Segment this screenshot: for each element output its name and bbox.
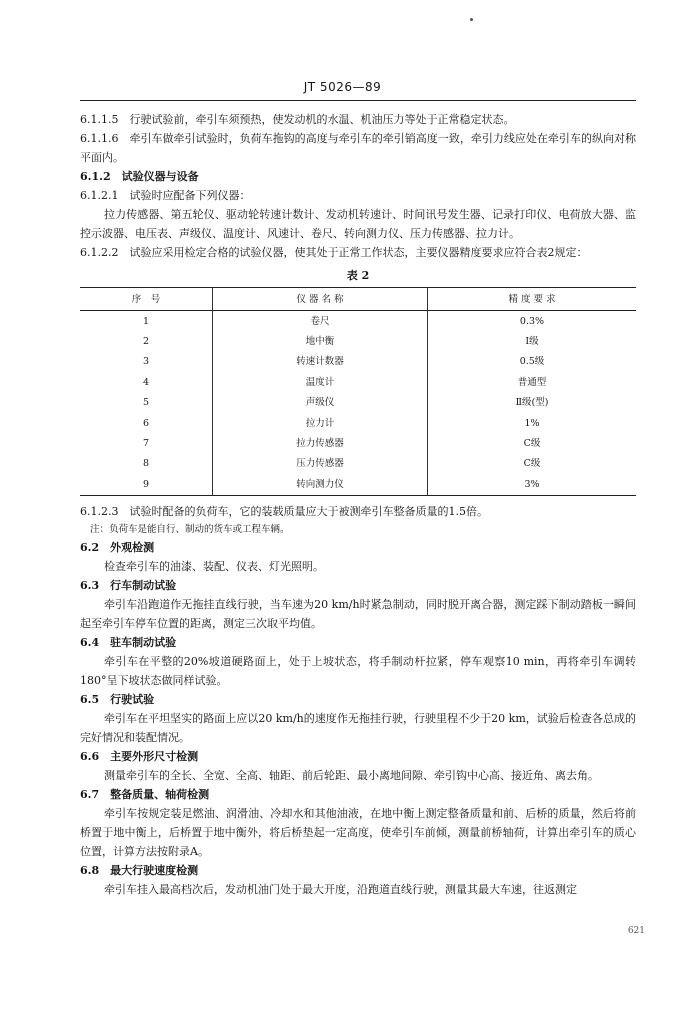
heading-6-6: 6.6 主要外形尺寸检测 <box>80 749 199 763</box>
cell-instrument: 拉力计 <box>213 413 428 433</box>
paragraph-6-3: 牵引车沿跑道作无拖挂直线行驶，当车速为20 km/h时紧急制动，同时脱开离合器，测定踩下制动踏板一瞬间起至牵引车停车位置的距离，测定三次取平均值。 <box>80 597 636 630</box>
clause-6-1-1-5: 6.1.1.5 行驶试验前，牵引车须预热，使发动机的水温、机油压力等处于正常稳定状态。 <box>80 113 515 126</box>
paragraph-6-2: 检查牵引车的油漆、装配、仪表、灯光照明。 <box>104 559 324 573</box>
cell-no: 1 <box>142 315 150 327</box>
paragraph-6-4: 牵引车在平整的20%坡道硬路面上，处于上坡状态，将手制动杆拉紧，停车观察10 min，再将牵引车调转180°呈下坡状态做同样试验。 <box>80 654 636 687</box>
table-row <box>80 352 636 372</box>
cell-no: 7 <box>142 438 150 450</box>
cell-accuracy: Ⅱ级(型) <box>428 393 637 413</box>
cell-instrument: 地中衡 <box>213 331 428 351</box>
heading-6-4: 6.4 驻车制动试验 <box>80 635 177 649</box>
cell-instrument: 卷尺 <box>213 311 428 332</box>
table-row <box>80 372 636 392</box>
paragraph-6-8: 牵引车挂入最高档次后，发动机油门处于最大开度，沿跑道直线行驶，测量其最大车速，往返测定 <box>104 882 577 896</box>
cell-instrument: 压力传感器 <box>213 454 428 474</box>
cell-no: 9 <box>80 474 213 495</box>
cell-accuracy: C级 <box>428 433 637 453</box>
cell-no: 8 <box>142 458 150 470</box>
cell-accuracy: 0.3% <box>428 311 637 332</box>
cell-instrument: 温度计 <box>213 372 428 392</box>
cell-no: 6 <box>142 417 150 429</box>
instrument-accuracy-table <box>80 287 636 496</box>
heading-6-3: 6.3 行车制动试验 <box>80 578 177 592</box>
heading-6-5: 6.5 行驶试验 <box>80 692 155 706</box>
table-row <box>80 474 636 495</box>
table-row <box>80 433 636 453</box>
page-header: JT 5026—89 <box>303 80 382 94</box>
page-body <box>80 110 636 899</box>
cell-accuracy: 1% <box>428 413 637 433</box>
paragraph-6-7: 牵引车按规定装足燃油、润滑油、冷却水和其他油液，在地中衡上测定整备质量和前、后桥的质量，然后将前桥置于地中衡上，后桥置于地中衡外，将后桥垫起一定高度，使牵引车前倾，测量前桥轴荷，计算出牵引车的质心位置，计算方法按附录A。 <box>80 806 636 858</box>
cell-no: 4 <box>142 376 150 388</box>
clause-6-1-2-1: 6.1.2.1 试验时应配备下列仪器： <box>80 189 251 202</box>
cell-instrument: 声级仪 <box>213 393 428 413</box>
cell-no: 5 <box>142 397 150 409</box>
cell-instrument: 转速计数器 <box>213 352 428 372</box>
column-header-accuracy: 精 度 要 求 <box>428 288 637 311</box>
cell-accuracy: 普通型 <box>428 372 637 392</box>
cell-accuracy: C级 <box>428 454 637 474</box>
cell-accuracy: I级 <box>428 331 637 351</box>
paragraph-6-5: 牵引车在平坦坚实的路面上应以20 km/h的速度作无拖挂行驶，行驶里程不少于20 km，试验后检查各总成的完好情况和装配情况。 <box>80 711 636 744</box>
cell-accuracy: 0.5级 <box>428 352 637 372</box>
column-header-no: 序 号 <box>80 288 213 311</box>
clause-6-1-2-2: 6.1.2.2 试验应采用检定合格的试验仪器，使其处于正常工作状态，主要仪器精度要求应符合表2规定： <box>80 246 588 259</box>
clause-6-1-2-3: 6.1.2.3 试验时配备的负荷车，它的装载质量应大于被测牵引车整备质量的1.5倍。 <box>80 504 488 518</box>
table-header-row <box>80 288 636 311</box>
heading-6-2: 6.2 外观检测 <box>80 540 155 554</box>
header-rule <box>80 100 636 101</box>
note: 注：负荷车是能自行、制动的货车或工程车辆。 <box>90 523 290 535</box>
instrument-list: 拉力传感器、第五轮仪、驱动轮转速计数计、发动机转速计、时间讯号发生器、记录打印仪、电荷放大器、监控示波器、电压表、声级仪、温度计、风速计、卷尺、转向测力仪、压力传感器、拉力计。 <box>80 208 636 240</box>
table-row <box>80 413 636 433</box>
heading-6-1-2: 6.1.2 试验仪器与设备 <box>80 170 199 183</box>
cell-no: 2 <box>142 336 150 348</box>
clause-6-1-1-6: 6.1.1.6 牵引车做牵引试验时，负荷车拖钩的高度与牵引车的牵引销高度一致，牵引力线应处在牵引车的纵向对称平面内。 <box>80 132 636 164</box>
table-row <box>80 393 636 413</box>
scan-speck <box>470 18 473 21</box>
page-number: 621 <box>627 926 645 936</box>
heading-6-7: 6.7 整备质量、轴荷检测 <box>80 787 210 801</box>
table-caption: 表 2 <box>346 269 370 282</box>
paragraph-6-6: 测量牵引车的全长、全宽、全高、轴距、前后轮距、最小离地间隙、牵引钩中心高、接近角、离去角。 <box>104 768 599 782</box>
table-row <box>80 331 636 351</box>
table-row <box>80 311 636 332</box>
cell-instrument: 拉力传感器 <box>213 433 428 453</box>
cell-instrument: 转向测力仪 <box>213 474 428 495</box>
cell-no: 3 <box>142 356 150 368</box>
cell-accuracy: 3% <box>428 474 637 495</box>
heading-6-8: 6.8 最大行驶速度检测 <box>80 863 199 877</box>
column-header-instrument: 仪 器 名 称 <box>213 288 428 311</box>
table-row <box>80 454 636 474</box>
